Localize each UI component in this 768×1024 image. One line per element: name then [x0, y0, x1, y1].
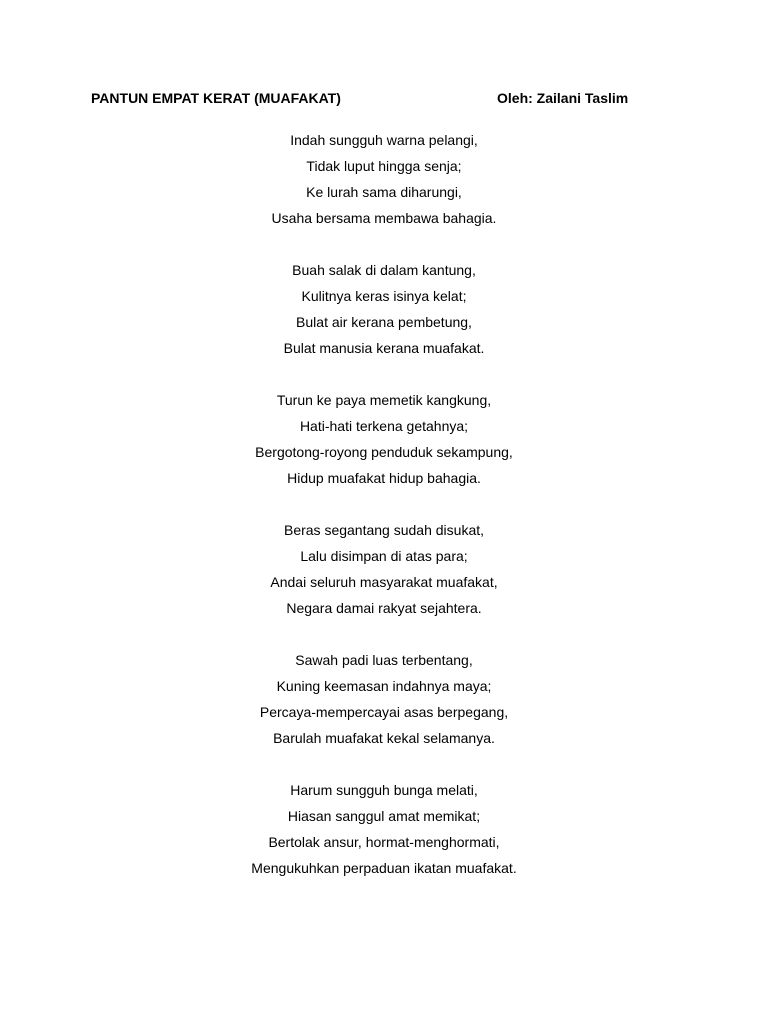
poem-title: PANTUN EMPAT KERAT (MUAFAKAT) [91, 90, 341, 106]
poem-line: Lalu disimpan di atas para; [300, 548, 468, 564]
stanza [0, 127, 768, 231]
poem-line: Andai seluruh masyarakat muafakat, [270, 574, 498, 590]
stanza [0, 257, 768, 361]
poem-line: Negara damai rakyat sejahtera. [286, 600, 482, 616]
poem-line: Harum sungguh bunga melati, [290, 782, 478, 798]
poem-line: Tidak luput hingga senja; [306, 158, 462, 174]
poem-line: Percaya-mempercayai asas berpegang, [259, 704, 509, 720]
stanza [0, 387, 768, 491]
poem-line: Bergotong-royong penduduk sekampung, [255, 444, 513, 460]
poem-line: Turun ke paya memetik kangkung, [276, 392, 492, 408]
poem-line: Sawah padi luas terbentang, [295, 652, 473, 668]
stanza [0, 647, 768, 751]
poem-line: Beras segantang sudah disukat, [283, 522, 485, 538]
poem-line: Mengukuhkan perpaduan ikatan muafakat. [251, 860, 517, 876]
poem-line: Kuning keemasan indahnya maya; [276, 678, 492, 694]
stanza [0, 777, 768, 881]
poem-line: Barulah muafakat kekal selamanya. [273, 730, 495, 746]
poem-line: Hiasan sanggul amat memikat; [287, 808, 481, 824]
poem-line: Indah sungguh warna pelangi, [290, 132, 478, 148]
poem-line: Buah salak di dalam kantung, [292, 262, 476, 278]
poem-author: Oleh: Zailani Taslim [497, 90, 629, 106]
stanza [0, 517, 768, 621]
poem-body [0, 127, 768, 907]
poem-line: Bertolak ansur, hormat-menghormati, [268, 834, 500, 850]
poem-line: Bulat manusia kerana muafakat. [283, 340, 485, 356]
poem-line: Ke lurah sama diharungi, [306, 184, 462, 200]
poem-line: Bulat air kerana pembetung, [296, 314, 472, 330]
poem-line: Kulitnya keras isinya kelat; [301, 288, 467, 304]
poem-line: Usaha bersama membawa bahagia. [271, 210, 497, 226]
poem-line: Hati-hati terkena getahnya; [299, 418, 469, 434]
poem-line: Hidup muafakat hidup bahagia. [287, 470, 481, 486]
